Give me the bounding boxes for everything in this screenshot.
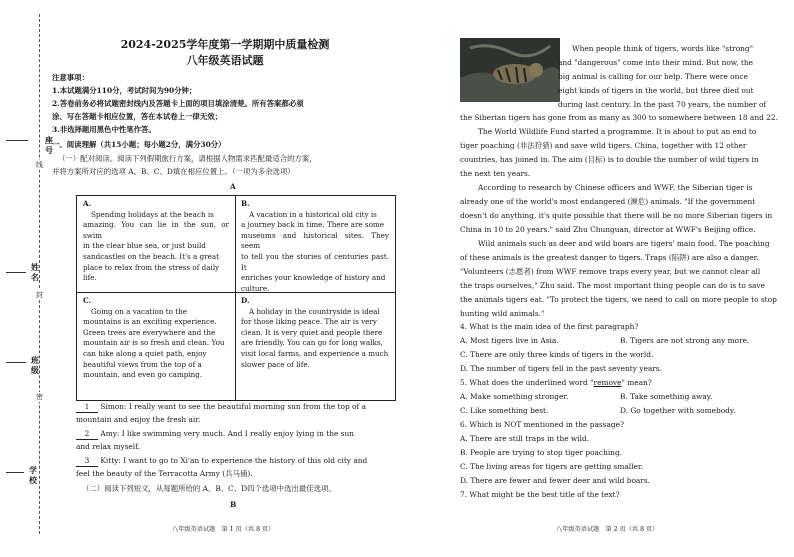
notice-line: 3.非选择题用黑色中性笔作答。 [52, 125, 156, 134]
passage-line: Wild animals such as deer and wild boars are tigers' main food. The poaching [478, 239, 770, 248]
question-4: 4. What is the main idea of the first paragraph? [460, 322, 639, 331]
question-5: 5. What does the underlined word "remove" mean? [460, 378, 652, 387]
passage-line: doesn't do anything, it's quite possible that there will be no more Siberian tigers in [460, 211, 773, 220]
question-1-cont: mountain and enjoy the fresh air. [76, 415, 201, 424]
page-footer: 八年级英语试题 第 1 页（共 8 页） [172, 526, 275, 533]
grid-heading: A [230, 182, 236, 191]
passage-line: The World Wildlife Fund started a programme. It is about to put an end to [478, 127, 757, 136]
passage-line: "Volunteers (志愿者) from WWF remove traps every year, but we cannot clear all [460, 267, 761, 276]
class-blank[interactable] [6, 362, 26, 363]
seal-mark-seal: 封 [36, 291, 43, 299]
q4-option-c[interactable]: C. There are only three kinds of tigers in the world. [460, 350, 654, 359]
name-label: 姓名 [31, 262, 39, 282]
passage-line: When people think of tigers, words like "strong" [572, 44, 754, 53]
option-line: place to relax from the stress of daily [83, 262, 220, 272]
q4-option-b[interactable]: B. Tigers are not strong any more. [620, 336, 750, 345]
passage-line: hunting wild animals." [460, 309, 545, 318]
option-line: Green trees are everywhere and the [83, 327, 216, 337]
q5-option-b[interactable]: B. Take something away. [620, 392, 713, 401]
option-line: museums and historical sites. They seem [241, 230, 389, 251]
q6-option-c[interactable]: C. The living areas for tigers are getting smaller. [460, 462, 643, 471]
question-text: Simon: I really want to see the beautiful morning sun from the top of a [100, 402, 366, 411]
passage-line: According to research by Chinese officers and WWF, the Siberian tiger is [478, 183, 753, 192]
q4-option-a[interactable]: A. Most tigers live in Asia. [460, 336, 559, 345]
q5-option-c[interactable]: C. Like something best. [460, 406, 549, 415]
instruction-line: （一）配对阅读。阅读下列假期旅行方案，请根据人物需求匹配最适合的方案， [58, 154, 317, 163]
school-blank[interactable] [6, 472, 24, 473]
option-line: amazing. You can lie in the sun, or swim [83, 220, 229, 240]
exam-title: 2024-2025学年度第一学期期中质量检测 [120, 38, 330, 51]
question-3 [76, 456, 367, 467]
option-letter: A. [83, 199, 92, 208]
question-1 [76, 402, 366, 413]
school-label: 学校 [29, 465, 37, 485]
option-line: Spending holidays at the beach is [91, 209, 214, 219]
q5-option-a[interactable]: A. Make something stronger. [460, 392, 569, 401]
question-2 [76, 429, 354, 440]
option-line: to tell you the stories of centuries past. It [241, 251, 389, 272]
option-line: mountains is an exciting experience. [83, 317, 217, 327]
passage-line: countries, has joined in. The aim (目标) is to double the number of wild tigers in [460, 155, 759, 164]
q4-option-d[interactable]: D. The number of tigers fell in the past seventy years. [460, 364, 662, 373]
answer-blank[interactable]: 3 [76, 456, 98, 467]
passage-line: during last century. In the past 70 years, the number of [558, 100, 767, 109]
passage-line: eight kinds of tigers in the world, but three died out [558, 86, 754, 95]
instruction-line: 并将方案所对应的选项 A、B、C、D填在相应位置上。（一项为多余选项） [52, 167, 295, 176]
option-line: Going on a vacation to the [91, 306, 188, 316]
option-c [83, 296, 229, 381]
option-letter: C. [83, 296, 92, 305]
option-d [241, 296, 389, 370]
passage-line: the traps ourselves," Zhu said. The most important thing people can do is to save [460, 281, 765, 290]
option-b [241, 199, 389, 294]
seal-mark-secret: 密 [36, 393, 43, 401]
option-line: visit local farms, and experience a much [241, 348, 389, 358]
option-letter: D. [241, 296, 250, 305]
binding-strip [0, 0, 53, 557]
option-line: A vacation in a historical old city is [249, 209, 377, 219]
exam-subtitle: 八年级英语试题 [186, 54, 264, 67]
notice-line: 涂、写在答题卡相应位置，答在本试卷上一律无效； [52, 112, 222, 121]
q6-option-d[interactable]: D. There are fewer and fewer deer and wild boars. [460, 476, 650, 485]
page-footer: 八年级英语试题 第 2 页（共 8 页） [556, 526, 659, 533]
answer-blank[interactable]: 1 [76, 402, 98, 413]
passage-line: and "dangerous" come into their mind. But now, the [558, 58, 754, 67]
name-blank[interactable] [6, 272, 26, 273]
option-line: A holiday in the countryside is ideal [249, 306, 380, 316]
passage-line: of these animals is the greatest danger to tigers. Traps (陷阱) are also a danger. [460, 253, 759, 262]
part2-instruction: （二）阅读下列短文，从每题所给的 A、B、C、D四个选项中选出最佳选项。 [82, 484, 336, 493]
question-3-cont: feel the beauty of the Terracotta Army (兵马俑). [76, 469, 253, 478]
option-line: slower pace of life. [241, 359, 310, 369]
section-heading: 一、阅读理解（共15小题；每小题2分，满分30分） [52, 140, 226, 149]
option-line: sandcastles on the beach. It's a great [83, 251, 219, 261]
class-label: 班级 [31, 355, 39, 375]
question-7: 7. What might be the best title of the text? [460, 490, 620, 499]
option-line: clean. It is very quiet and people there [241, 327, 383, 337]
left-page [52, 0, 398, 557]
q6-option-b[interactable]: B. People are trying to stop tiger poaching. [460, 448, 623, 457]
passage-line: the next ten years. [460, 169, 531, 178]
option-line: in the clear blue sea, or just build [83, 241, 206, 251]
tiger-photo [460, 38, 560, 102]
passage-line: big animal is calling for our help. There were once [558, 72, 748, 81]
passage-line: the animals tigers eat. "To protect the tigers, we need to call on more people to stop [460, 295, 777, 304]
notice-line: 1.本试题满分110分，考试时间为90分钟； [52, 86, 197, 95]
seat-blank[interactable] [6, 140, 28, 141]
option-line: culture. [241, 283, 270, 293]
q6-option-a[interactable]: A. There are still traps in the wild. [460, 434, 590, 443]
option-a [83, 199, 229, 284]
question-6: 6. Which is NOT mentioned in the passage? [460, 420, 624, 429]
question-text: Amy: I like swimming very much. And I really enjoy lying in the sun [100, 429, 354, 438]
option-line: for those liking peace. The air is very [241, 317, 377, 327]
question-2-cont: and relax myself. [76, 442, 140, 451]
option-line: enriches your knowledge of history and [241, 273, 386, 283]
passage-line: tiger poaching (非法狩猎) and save wild tigers. China, together with 12 other [460, 141, 747, 150]
option-line: life. [83, 273, 97, 283]
option-line: a journey back in time. There are some [241, 220, 385, 230]
option-line: mountain, and even go camping. [83, 370, 203, 380]
question-text: Kitty: I want to go to Xi'an to experience the history of this old city and [100, 456, 368, 465]
seal-mark-line: 线 [36, 161, 43, 169]
option-letter: B. [241, 199, 250, 208]
part2-letter: B [230, 500, 237, 509]
right-page [408, 0, 788, 557]
option-line: beautiful views from the top of a [83, 359, 202, 369]
answer-blank[interactable]: 2 [76, 429, 98, 440]
option-line: can hike along a quiet path, enjoy [83, 348, 207, 358]
options-grid [76, 195, 396, 401]
q5-option-d[interactable]: D. Go together with somebody. [620, 406, 736, 415]
passage-line: the Siberian tigers has gone from as many as 300 to somewhere between 18 and 22. [460, 113, 778, 122]
notice-title: 注意事项： [52, 73, 89, 82]
passage-line: already one of the world's most endangered (濒危) animals. "If the government [460, 197, 756, 206]
option-line: mountain air is so fresh and clean. You [83, 338, 225, 348]
seat-number-label: 座号 [45, 135, 53, 155]
passage-line: China in 10 to 20 years." said Zhu Chunguan, director at WWF's Beijing office. [460, 225, 756, 234]
notice-line: 2.答卷前务必将试题密封线内及答题卡上面的项目填涂清楚。所有答案都必须 [52, 99, 304, 108]
option-line: are friendly. You can go for long walks, [241, 338, 383, 348]
